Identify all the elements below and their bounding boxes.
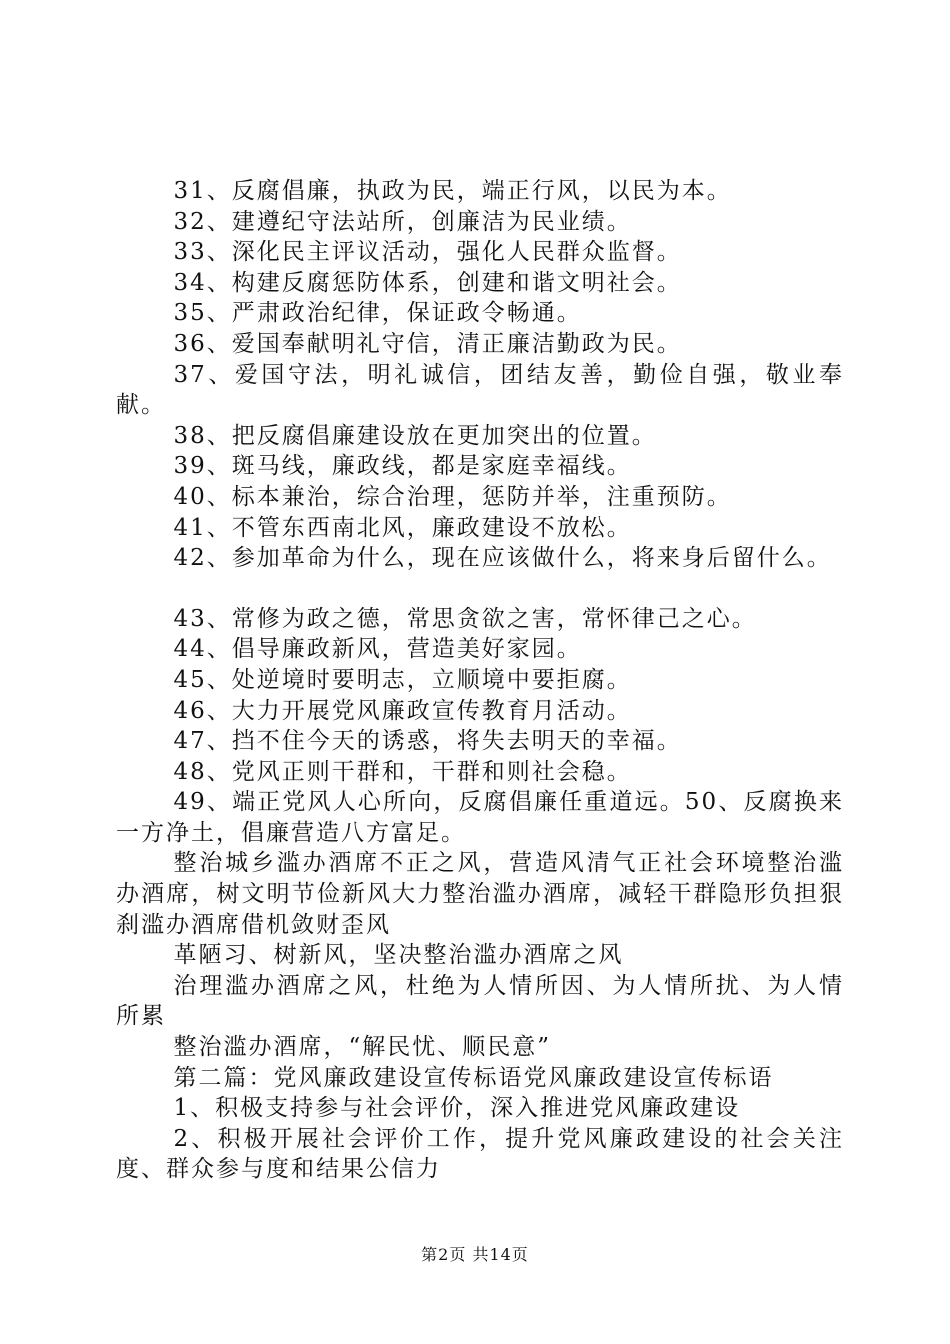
slogan-37: 37、爱国守法，明礼诚信，团结友善，勤俭自强，敬业奉献。 <box>116 361 844 419</box>
slogan-35: 35、严肃政治纪律，保证政令畅通。 <box>173 300 582 327</box>
slogan-49-50: 49、端正党风人心所向，反腐倡廉任重道远。50、反腐换来一方净土，倡廉营造八方富足。 <box>116 789 844 846</box>
document-body <box>116 176 844 1185</box>
banquet-slogan-customs: 革陋习、树新风，坚决整治滥办酒席之风 <box>173 942 624 969</box>
section-heading-part-two: 第二篇：党风廉政建设宣传标语党风廉政建设宣传标语 <box>173 1064 774 1091</box>
slogan-38: 38、把反腐倡廉建设放在更加突出的位置。 <box>173 422 657 449</box>
slogan-46: 46、大力开展党风廉政宣传教育月活动。 <box>173 697 632 724</box>
slogan-44: 44、倡导廉政新风，营造美好家园。 <box>173 636 582 663</box>
banquet-slogan-favors: 治理滥办酒席之风，杜绝为人情所因、为人情所扰、为人情所累 <box>116 972 844 1030</box>
page-number-footer: 第2页 共14页 <box>421 1245 529 1264</box>
slogan-45: 45、处逆境时要明志，立顺境中要拒腐。 <box>173 666 632 693</box>
slogan-31: 31、反腐倡廉，执政为民，端正行风，以民为本。 <box>173 178 732 204</box>
banquet-slogans: 整治城乡滥办酒席不正之风，营造风清气正社会环境整治滥办酒席，树文明节俭新风大力整治滥办酒席，减轻干群隐形负担狠刹滥办酒席借机敛财歪风 <box>116 850 844 938</box>
part-two-slogan-2: 2、积极开展社会评价工作，提升党风廉政建设的社会关注度、群众参与度和结果公信力 <box>116 1125 844 1183</box>
slogan-34: 34、构建反腐惩防体系，创建和谐文明社会。 <box>173 269 682 296</box>
slogan-36: 36、爱国奉献明礼守信，清正廉洁勤政为民。 <box>173 330 682 357</box>
slogan-32: 32、建遵纪守法站所，创廉洁为民业绩。 <box>173 208 632 235</box>
slogan-42: 42、参加革命为什么，现在应该做什么，将来身后留什么。 <box>173 545 832 572</box>
slogan-40: 40、标本兼治，综合治理，惩防并举，注重预防。 <box>173 483 732 510</box>
slogan-41: 41、不管东西南北风，廉政建设不放松。 <box>173 514 632 541</box>
part-two-slogan-1: 1、积极支持参与社会评价，深入推进党风廉政建设 <box>173 1095 741 1122</box>
slogan-33: 33、深化民主评议活动，强化人民群众监督。 <box>173 239 682 266</box>
slogan-39: 39、斑马线，廉政线，都是家庭幸福线。 <box>173 453 632 480</box>
paragraph-gap <box>116 574 844 604</box>
slogan-43: 43、常修为政之德，常思贪欲之害，常怀律己之心。 <box>173 605 757 632</box>
slogan-48: 48、党风正则干群和，干群和则社会稳。 <box>173 758 632 785</box>
slogan-47: 47、挡不住今天的诱惑，将失去明天的幸福。 <box>173 728 682 755</box>
banquet-slogan-people: 整治滥办酒席，“解民忧、顺民意” <box>173 1034 552 1061</box>
